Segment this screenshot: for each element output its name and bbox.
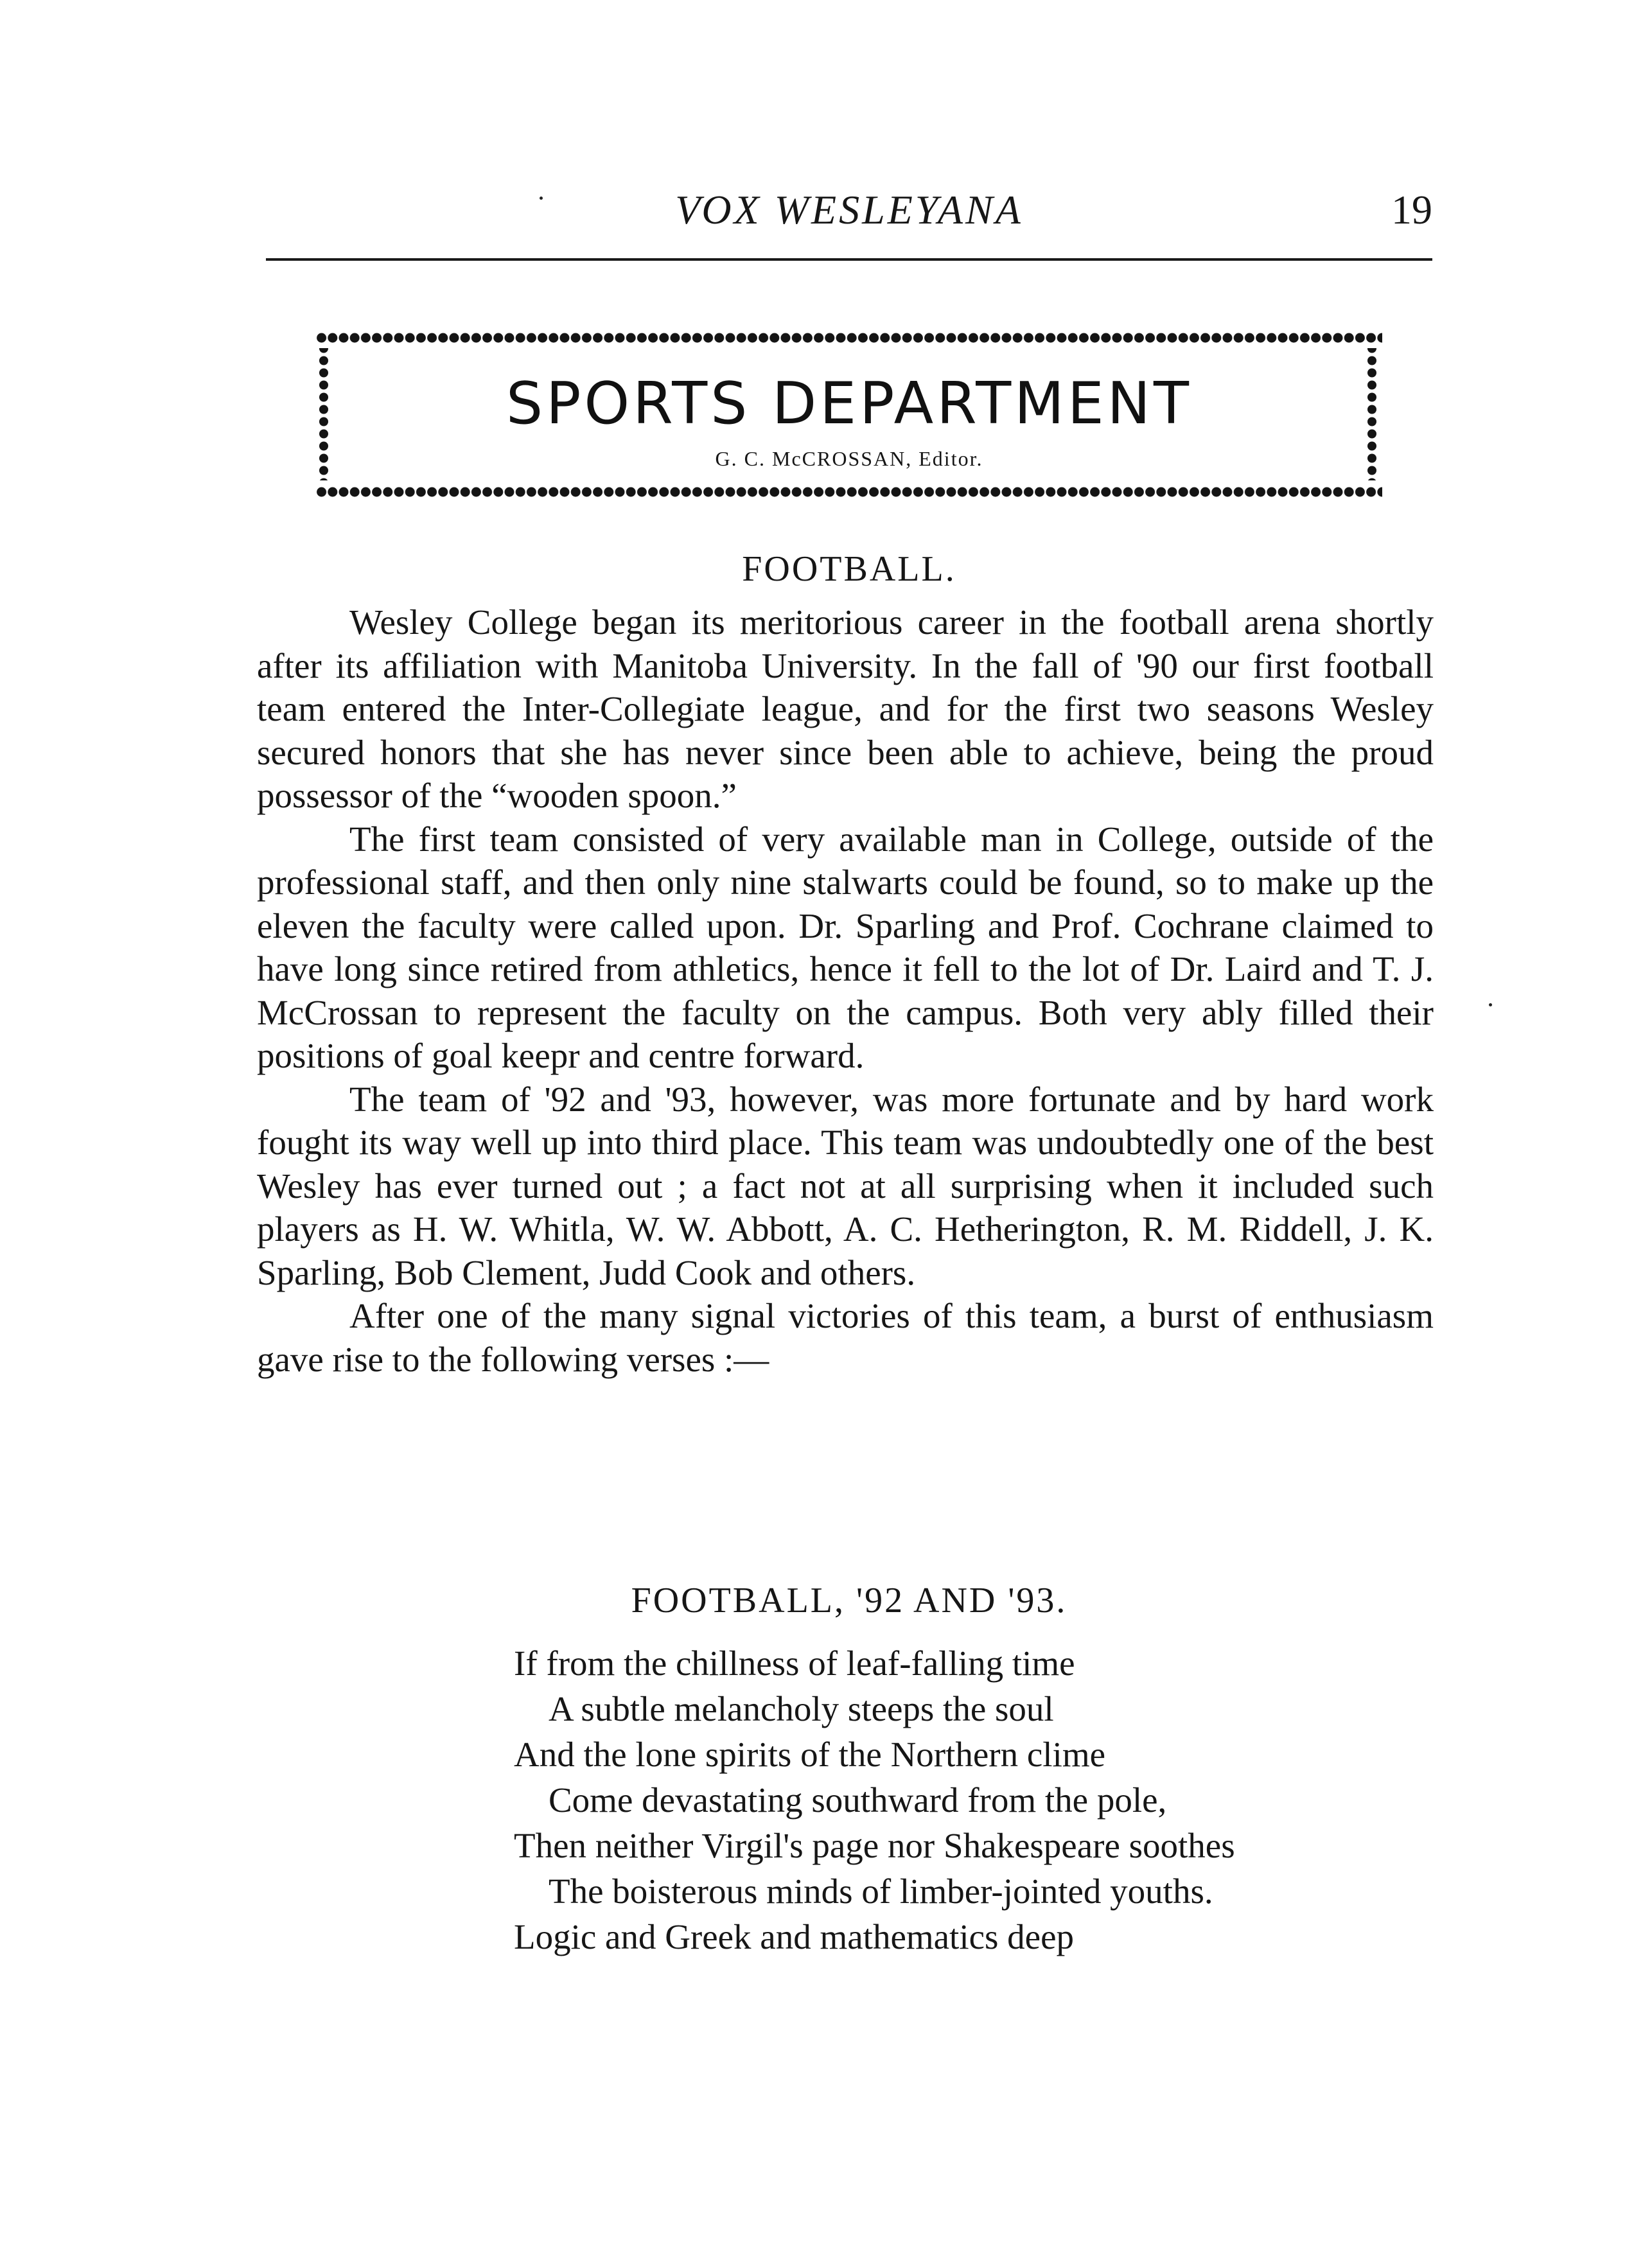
- print-speck: [540, 197, 543, 200]
- poem: [514, 1640, 1432, 1960]
- page-header: [266, 186, 1432, 244]
- sports-department-banner: [316, 330, 1382, 498]
- article-body: [257, 601, 1434, 1381]
- running-title: VOX WESLEYANA: [675, 187, 1023, 233]
- poem-title: FOOTBALL, '92 AND '93.: [631, 1581, 1068, 1620]
- article-paragraph-1: Wesley College began its meritorious career in the football arena shortly after its affiliation with Manitoba University. In the fall of '90 our first football team entered the Inter-Collegiate league, and for the first two seasons Wesley secured honors that she has never since been able to achieve, being the proud possessor of the “wooden spoon.”: [257, 602, 1434, 815]
- department-title: SPORTS DEPARTMENT: [506, 370, 1192, 437]
- poem-line: Then neither Virgil's page nor Shakespeare soothes: [514, 1826, 1235, 1865]
- article-heading: FOOTBALL.: [742, 549, 956, 589]
- poem-line: Logic and Greek and mathematics deep: [514, 1917, 1074, 1956]
- print-speck: [1489, 1003, 1492, 1006]
- article-paragraph-2: The first team consisted of very available man in College, outside of the professional staff, and then only nine stalwarts could be found, so to make up the eleven the faculty were called upon. Dr. Sparling and Prof. Cochrane claimed to have long since retired from athletics, hence it fell to the lot of Dr. Laird and T. J. McCrossan to represent the faculty on the campus. Both very ably filled their positions of goal keepr and centre forward.: [257, 819, 1434, 1075]
- poem-line: If from the chillness of leaf-falling time: [514, 1644, 1075, 1683]
- article-paragraph-3: The team of '92 and '93, however, was more fortunate and by hard work fought its way well up into third place. This team was undoubtedly one of the best Wesley has ever turned out ; a fact not at all surprising when it included such players as H. W. Whitla, W. W. Abbott, A. C. Hetherington, R. M. Riddell, J. K. Sparling, Bob Clement, Judd Cook and others.: [257, 1079, 1434, 1292]
- poem-line: Come devastating southward from the pole,: [549, 1780, 1167, 1820]
- poem-line: The boisterous minds of limber-jointed youths.: [549, 1872, 1213, 1911]
- page-number: 19: [1391, 187, 1432, 233]
- poem-line: And the lone spirits of the Northern clime: [514, 1735, 1106, 1774]
- article-paragraph-4: After one of the many signal victories of this team, a burst of enthusiasm gave rise to the following verses :—: [257, 1296, 1434, 1379]
- poem-line: A subtle melancholy steeps the soul: [549, 1689, 1054, 1728]
- department-editor: G. C. McCROSSAN, Editor.: [715, 447, 983, 470]
- header-rule: [266, 258, 1432, 261]
